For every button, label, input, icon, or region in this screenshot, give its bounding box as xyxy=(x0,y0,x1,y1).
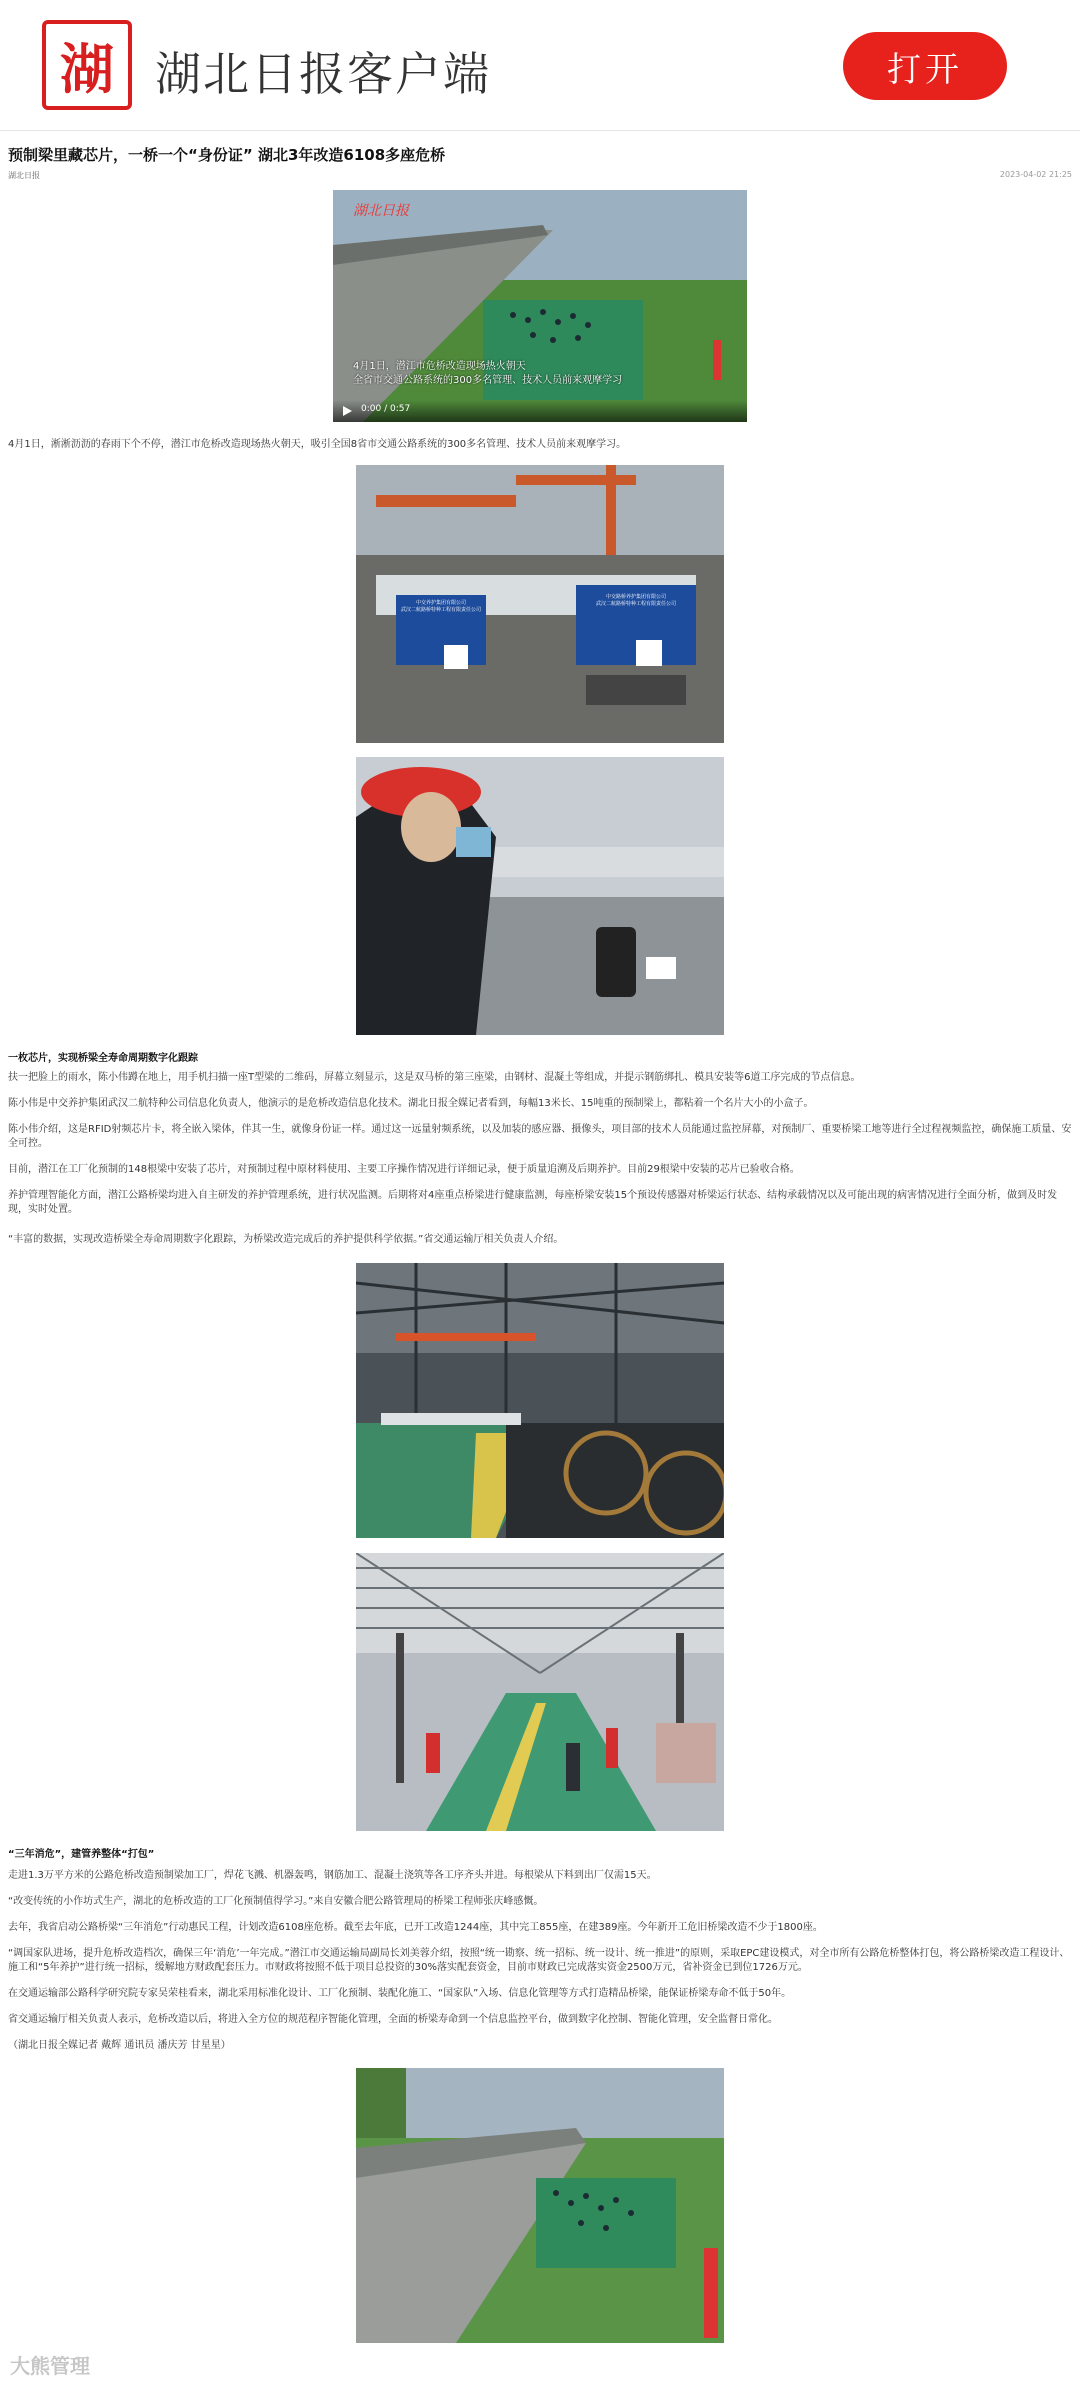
bridge-overview-image xyxy=(356,2068,724,2343)
video-caption xyxy=(353,360,622,388)
app-name: 湖北日报客户端 xyxy=(155,47,491,101)
s1-paragraph-4: 目前，潜江在工厂化预制的148根梁中安装了芯片，对预制过程中原材料使用、主要工序操作情况进行详细记录，便于质量追溯及后期养护。目前29根梁中安装的芯片已验收合格。 xyxy=(8,1164,800,1175)
s1-paragraph-6: “丰富的数据，实现改造桥梁全寿命周期数字化跟踪，为桥梁改造完成后的养护提供科学依据。”省交通运输厅相关负责人介绍。 xyxy=(8,1234,564,1245)
section2-title: “三年消危”，建管养整体“打包” xyxy=(8,1849,155,1860)
s1-paragraph-2: 陈小伟是中交养护集团武汉二航特种公司信息化负责人，他演示的是危桥改造信息化技术。湖北日报全媒记者看到，每幅13米长、15吨重的预制梁上，都粘着一个名片大小的小盒子。 xyxy=(8,1098,814,1109)
factory-2-image xyxy=(356,1553,724,1831)
app-download-banner xyxy=(0,0,1080,131)
article-credit: （湖北日报全媒记者 戴辉 通讯员 潘庆芳 甘星星） xyxy=(8,2040,231,2051)
beam-sign-1 xyxy=(396,599,486,613)
article-source: 湖北日报 xyxy=(8,171,40,180)
article-title: 预制梁里藏芯片，一桥一个“身份证” 湖北3年改造6108多座危桥 xyxy=(8,146,446,164)
beam-sign-2-line2: 武汉二航路桥特种工程有限责任公司 xyxy=(595,601,676,607)
photo-worker-scanning xyxy=(356,757,724,1035)
photo-factory-2 xyxy=(356,1553,724,1831)
video-watermark: 湖北日报 xyxy=(353,203,409,219)
factory-1-image xyxy=(356,1263,724,1538)
video-caption-line1: 4月1日，潜江市危桥改造现场热火朝天 xyxy=(353,361,526,372)
play-icon[interactable] xyxy=(343,406,352,416)
s2-paragraph-6: 省交通运输厅相关负责人表示，危桥改造以后，将进入全方位的规范程序智能化管理，全面的桥梁寿命到一个信息监控平台，做到数字化控制、智能化管理，安全监督日常化。 xyxy=(8,2014,778,2025)
beam-sign-1-line1: 中交养护集团有限公司 xyxy=(415,600,466,606)
video-caption-line2: 全省市交通公路系统的300多名管理、技术人员前来观摩学习 xyxy=(353,375,623,386)
s1-paragraph-1: 扶一把脸上的雨水，陈小伟蹲在地上，用手机扫描一座T型梁的二维码，屏幕立刻显示，这是双马桥的第三座梁，由钢材、混凝土等组成，并提示钢筋绑扎、模具安装等6道工序完成的节点信息。 xyxy=(8,1072,861,1083)
article-date: 2023-04-02 21:25 xyxy=(999,170,1072,179)
video-controls xyxy=(333,400,747,422)
s2-paragraph-1: 走进1.3万平方米的公路危桥改造预制梁加工厂，焊花飞溅、机器轰鸣，钢筋加工、混凝土浇筑等各工序齐头并进。每根梁从下料到出厂仅需15天。 xyxy=(8,1870,657,1881)
video-time: 0:00 / 0:57 xyxy=(361,404,411,414)
worker-scanning-image xyxy=(356,757,724,1035)
photo-bridge-overview xyxy=(356,2068,724,2343)
beam-sign-2-line1: 中交路桥养护集团有限公司 xyxy=(605,594,666,600)
s1-paragraph-3: 陈小伟介绍，这是RFID射频芯片卡，将全嵌入梁体，伴其一生，就像身份证一样。通过这一远量射频系统，以及加装的感应器、摄像头，项目部的技术人员能通过监控屏幕，对预制厂、重要桥梁工地等进行全过程视频监控，确保施工质量、安全可控。 xyxy=(8,1124,1072,1149)
s2-paragraph-2: “改变传统的小作坊式生产，湖北的危桥改造的工厂化预制值得学习。”来自安徽合肥公路管理局的桥梁工程师张庆峰感慨。 xyxy=(8,1896,544,1907)
s2-paragraph-5: 在交通运输部公路科学研究院专家吴荣桂看来，湖北采用标准化设计、工厂化预制、装配化施工、“国家队”入场、信息化管理等方式打造精品桥梁，能保证桥梁寿命不低于50年。 xyxy=(8,1988,792,1999)
beam-sign-1-line2: 武汉二航路桥特种工程有限责任公司 xyxy=(400,607,481,613)
footer-watermark: 大熊管理 xyxy=(10,2354,90,2378)
s1-paragraph-5: 养护管理智能化方面，潜江公路桥梁均进入自主研发的养护管理系统，进行状况监测。后期将对4座重点桥梁进行健康监测，每座桥梁安装15个预设传感器对桥梁运行状态、结构承载情况以及可能出现的病害情况进行全面分析，做到及时发现，实时处置。 xyxy=(8,1190,1058,1215)
paragraph-intro: 4月1日，淅淅沥沥的春雨下个不停，潜江市危桥改造现场热火朝天，吸引全国8省市交通公路系统的300多名管理、技术人员前来观摩学习。 xyxy=(8,439,627,450)
open-app-button[interactable]: 打开 xyxy=(843,32,1007,100)
s2-paragraph-4: “调国家队进场，提升危桥改造档次，确保三年‘消危’一年完成。”潜江市交通运输局副局长刘美蓉介绍，按照“统一勘察、统一招标、统一设计、统一推进”的原则，采取EPC建设模式，对全市所有公路危桥整体打包，将公路桥梁改造工程设计、施工和“5年养护”进行统一招标，缓解地方财政配套压力。市财政将按照不低于项目总投资的30%落实配套资金，目前市财政已完成落实资金2500万元，省补资金已到位1726万元。 xyxy=(8,1948,1070,1973)
section1-title: 一枚芯片，实现桥梁全寿命周期数字化跟踪 xyxy=(8,1053,198,1064)
photo-factory-1 xyxy=(356,1263,724,1538)
photo-precast-beams xyxy=(356,465,724,743)
s2-paragraph-3: 去年，我省启动公路桥梁“三年消危”行动惠民工程，计划改造6108座危桥。截至去年底，已开工改造1244座，其中完工855座，在建389座。今年新开工危旧桥梁改造不少于1800座。 xyxy=(8,1922,823,1933)
article-video[interactable] xyxy=(333,190,747,422)
beam-sign-2 xyxy=(578,593,694,607)
app-logo: 湖 xyxy=(42,20,132,110)
